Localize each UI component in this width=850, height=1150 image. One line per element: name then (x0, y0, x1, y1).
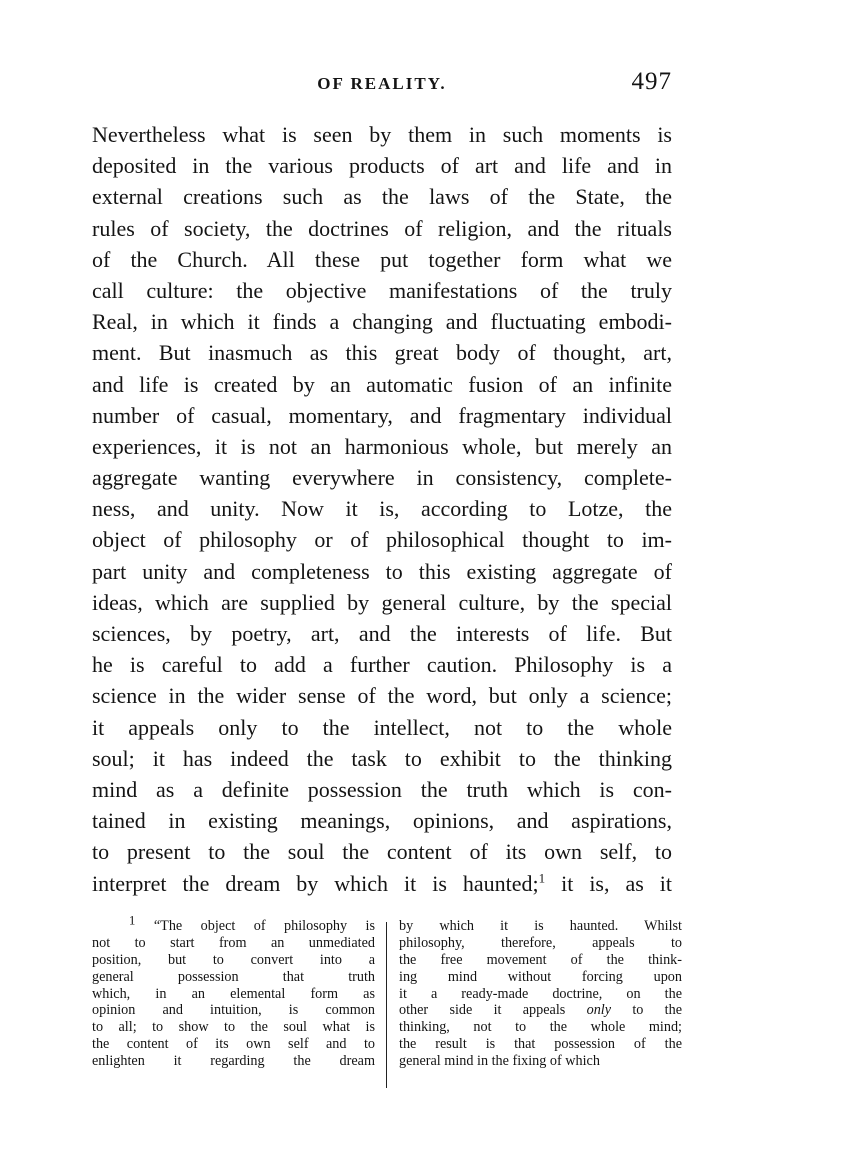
text-line: ideas, which are supplied by general culture, by the special (92, 589, 672, 615)
footnote-line: ing mind without forcing upon (399, 968, 682, 985)
footnote-marker: 1 (128, 912, 136, 928)
footnote-line: by which it is haunted. Whilst (399, 918, 682, 934)
footnote-line-text: other side it appeals (399, 1002, 587, 1019)
page-number: 497 (631, 68, 672, 95)
text-line: science in the wider sense of the word, but only a science; (92, 683, 672, 709)
running-head-title: OF REALITY. (317, 74, 447, 93)
text-line: soul; it has indeed the task to exhibit to the thinking (92, 745, 672, 771)
footnote-column-left (92, 912, 376, 1070)
footnote-line: not to start from an unmediated (92, 934, 375, 951)
footnote-line: general mind in the fixing of which (399, 1053, 600, 1070)
text-line: tained in existing meanings, opinions, and aspirations, (92, 808, 672, 834)
text-line: part unity and completeness to this existing aggregate of (92, 558, 672, 584)
text-line: to present to the soul the content of its own self, to (92, 839, 672, 865)
text-line: rules of society, the doctrines of religion, and the rituals (92, 215, 672, 241)
footnote-line: opinion and intuition, is common (92, 1002, 375, 1019)
text-line: mind as a definite possession the truth which is con- (92, 776, 672, 802)
text-line: of the Church. All these put together form what we (92, 246, 672, 272)
text-line: call culture: the objective manifestations of the truly (92, 277, 672, 303)
text-line: deposited in the various products of art and life and in (92, 153, 672, 179)
text-before-note: interpret the dream by which it is haunted; (92, 870, 539, 896)
footnote-line-tail: to the (611, 1002, 682, 1019)
footnote-line: the content of its own self and to (92, 1036, 375, 1053)
footnote-line-text: “The object of philosophy is (153, 918, 376, 934)
footnote-reference[interactable]: 1 (538, 870, 546, 886)
footnote-line: enlighten it regarding the dream (92, 1053, 375, 1070)
text-line: experiences, it is not an harmonious whole, but merely an (92, 433, 672, 459)
footnote-column-right (399, 918, 682, 1070)
footnote-line (92, 912, 376, 935)
footnote-line: it a ready-made doctrine, on the (399, 985, 682, 1002)
text-line: aggregate wanting everywhere in consistency, complete- (92, 465, 672, 491)
footnote-line: the result is that possession of the (399, 1036, 682, 1053)
emphasis-only: only (586, 1002, 612, 1019)
footnote-line: to all; to show to the soul what is (92, 1019, 375, 1036)
footnote-line: thinking, not to the whole mind; (399, 1019, 682, 1036)
footnote-line: which, in an elemental form as (92, 985, 375, 1002)
footnote-line: the free movement of the think- (399, 951, 682, 968)
text-line: Nevertheless what is seen by them in such moments is (92, 122, 672, 147)
text-line: object of philosophy or of philosophical thought to im- (92, 527, 672, 553)
text-line: ness, and unity. Now it is, according to Lotze, the (92, 496, 672, 522)
text-after-note: it is, as it (545, 870, 673, 896)
body-text (92, 119, 672, 899)
text-line: ment. But inasmuch as this great body of thought, art, (92, 340, 672, 366)
text-line: number of casual, momentary, and fragmentary individual (92, 402, 672, 428)
footnote-line: general possession that truth (92, 968, 375, 985)
text-line: and life is created by an automatic fusion of an infinite (92, 371, 672, 397)
text-line: external creations such as the laws of the State, the (92, 184, 672, 210)
footnote-line (399, 1002, 682, 1019)
text-line: Real, in which it finds a changing and fluctuating embodi- (92, 309, 672, 335)
text-line: he is careful to add a further caution. Philosophy is a (92, 652, 672, 678)
running-head (92, 68, 672, 104)
text-line: it appeals only to the intellect, not to the whole (92, 714, 672, 740)
text-line-last (92, 868, 672, 899)
footnote-block (92, 912, 682, 1090)
text-line: sciences, by poetry, art, and the interests of life. But (92, 621, 672, 646)
footnote-column-divider (386, 922, 387, 1088)
footnote-line: position, but to convert into a (92, 951, 375, 968)
footnote-line: philosophy, therefore, appeals to (399, 934, 682, 951)
